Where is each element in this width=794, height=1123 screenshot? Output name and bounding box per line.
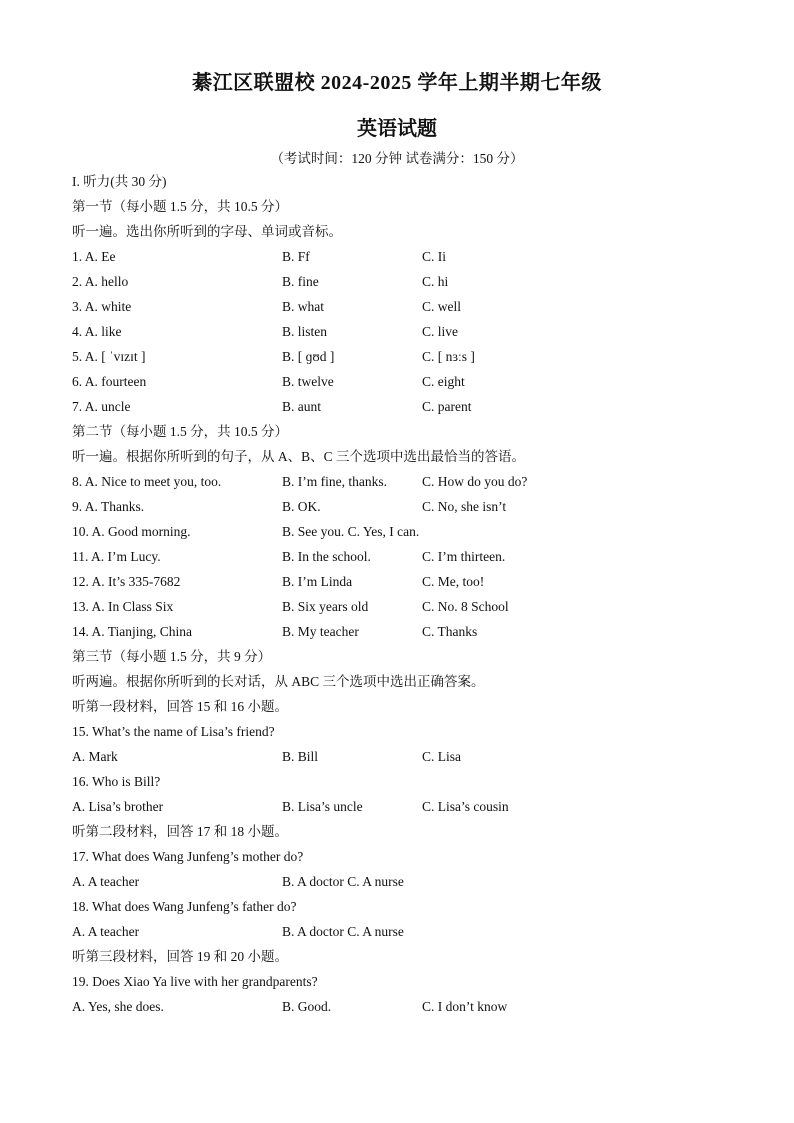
option-c: C. No. 8 School <box>422 599 509 614</box>
option-a: A. A teacher <box>72 874 140 889</box>
option-a: A. Yes, she does. <box>72 999 164 1014</box>
option-b: B. A doctor C. A nurse <box>282 874 404 889</box>
text-line <box>72 844 762 869</box>
option-row <box>72 919 762 944</box>
exam-time-info: （考试时间：120 分钟 试卷满分：150 分） <box>270 151 524 166</box>
text-line <box>72 944 762 969</box>
option-row <box>72 519 762 544</box>
line-text: I. 听力(共 30 分) <box>72 174 167 189</box>
option-b: B. [ ɡʊd ] <box>282 349 335 364</box>
option-c: C. I don’t know <box>422 999 508 1014</box>
option-c: C. I’m thirteen. <box>422 549 506 564</box>
option-b: B. Lisa’s uncle <box>282 799 363 814</box>
option-c: C. eight <box>422 374 465 389</box>
option-row <box>72 794 762 819</box>
option-a: 6. A. fourteen <box>72 374 147 389</box>
line-text: 听第三段材料，回答 19 和 20 小题。 <box>72 949 288 964</box>
line-text: 听一遍。选出你所听到的字母、单词或音标。 <box>72 224 342 239</box>
option-a: 8. A. Nice to meet you, too. <box>72 474 222 489</box>
option-a: A. A teacher <box>72 924 140 939</box>
option-row <box>72 569 762 594</box>
text-line <box>72 644 762 669</box>
option-a: 10. A. Good morning. <box>72 524 191 539</box>
option-row <box>72 344 762 369</box>
option-a: 14. A. Tianjing, China <box>72 624 193 639</box>
option-b: B. twelve <box>282 374 334 389</box>
option-b: B. I’m Linda <box>282 574 353 589</box>
text-line <box>72 894 762 919</box>
option-b: B. My teacher <box>282 624 359 639</box>
option-row <box>72 744 762 769</box>
line-text: 15. What’s the name of Lisa’s friend? <box>72 724 275 739</box>
text-line <box>72 219 762 244</box>
option-b: B. In the school. <box>282 549 371 564</box>
option-b: B. OK. <box>282 499 321 514</box>
option-row <box>72 869 762 894</box>
exam-title: 綦江区联盟校 2024-2025 学年上期半期七年级 <box>192 72 602 94</box>
option-c: C. Me, too! <box>422 574 485 589</box>
option-row <box>72 494 762 519</box>
option-a: 12. A. It’s 335-7682 <box>72 574 181 589</box>
option-a: A. Mark <box>72 749 118 764</box>
option-row <box>72 394 762 419</box>
exam-subject-title: 英语试题 <box>357 118 437 140</box>
text-line <box>72 194 762 219</box>
line-text: 听第二段材料，回答 17 和 18 小题。 <box>72 824 288 839</box>
option-c: C. Lisa <box>422 749 461 764</box>
option-c: C. well <box>422 299 461 314</box>
option-a: 1. A. Ee <box>72 249 116 264</box>
text-line <box>72 969 762 994</box>
option-row <box>72 294 762 319</box>
option-b: B. aunt <box>282 399 321 414</box>
option-row <box>72 369 762 394</box>
option-b: B. A doctor C. A nurse <box>282 924 404 939</box>
option-row <box>72 544 762 569</box>
question-list <box>72 169 762 1019</box>
option-b: B. See you. C. Yes, I can. <box>282 524 420 539</box>
line-text: 18. What does Wang Junfeng’s father do? <box>72 899 297 914</box>
text-line <box>72 419 762 444</box>
text-line <box>72 669 762 694</box>
line-text: 听一遍。根据你所听到的句子，从 A、B、C 三个选项中选出最恰当的答语。 <box>72 449 526 464</box>
option-a: 13. A. In Class Six <box>72 599 174 614</box>
option-c: C. No, she isn’t <box>422 499 507 514</box>
option-row <box>72 994 762 1019</box>
option-a: 11. A. I’m Lucy. <box>72 549 161 564</box>
option-a: 7. A. uncle <box>72 399 131 414</box>
option-c: C. Ii <box>422 249 447 264</box>
option-c: C. Thanks <box>422 624 478 639</box>
option-b: B. Six years old <box>282 599 369 614</box>
line-text: 听两遍。根据你所听到的长对话，从 ABC 三个选项中选出正确答案。 <box>72 674 485 689</box>
option-a: 2. A. hello <box>72 274 129 289</box>
text-line <box>72 769 762 794</box>
line-text: 第三节（每小题 1.5 分，共 9 分） <box>72 649 272 664</box>
option-row <box>72 244 762 269</box>
option-b: B. listen <box>282 324 328 339</box>
text-line <box>72 694 762 719</box>
line-text: 听第一段材料，回答 15 和 16 小题。 <box>72 699 288 714</box>
option-row <box>72 469 762 494</box>
option-b: B. fine <box>282 274 319 289</box>
text-line <box>72 444 762 469</box>
option-c: C. Lisa’s cousin <box>422 799 509 814</box>
text-line <box>72 819 762 844</box>
line-text: 第一节（每小题 1.5 分，共 10.5 分） <box>72 199 288 214</box>
option-row <box>72 594 762 619</box>
option-row <box>72 619 762 644</box>
option-b: B. Good. <box>282 999 332 1014</box>
line-text: 19. Does Xiao Ya live with her grandparents? <box>72 974 318 989</box>
option-a: A. Lisa’s brother <box>72 799 164 814</box>
text-line <box>72 719 762 744</box>
option-c: C. parent <box>422 399 472 414</box>
option-b: B. I’m fine, thanks. <box>282 474 387 489</box>
option-a: 9. A. Thanks. <box>72 499 145 514</box>
option-a: 4. A. like <box>72 324 122 339</box>
line-text: 第二节（每小题 1.5 分，共 10.5 分） <box>72 424 288 439</box>
option-row <box>72 269 762 294</box>
option-a: 3. A. white <box>72 299 132 314</box>
option-c: C. [ nɜːs ] <box>422 349 475 364</box>
option-c: C. hi <box>422 274 449 289</box>
line-text: 16. Who is Bill? <box>72 774 161 789</box>
option-b: B. what <box>282 299 324 314</box>
option-a: 5. A. [ ˈvɪzɪt ] <box>72 349 146 364</box>
option-c: C. How do you do? <box>422 474 528 489</box>
option-b: B. Ff <box>282 249 310 264</box>
option-b: B. Bill <box>282 749 319 764</box>
line-text: 17. What does Wang Junfeng’s mother do? <box>72 849 304 864</box>
text-line <box>72 169 762 194</box>
option-row <box>72 319 762 344</box>
option-c: C. live <box>422 324 458 339</box>
